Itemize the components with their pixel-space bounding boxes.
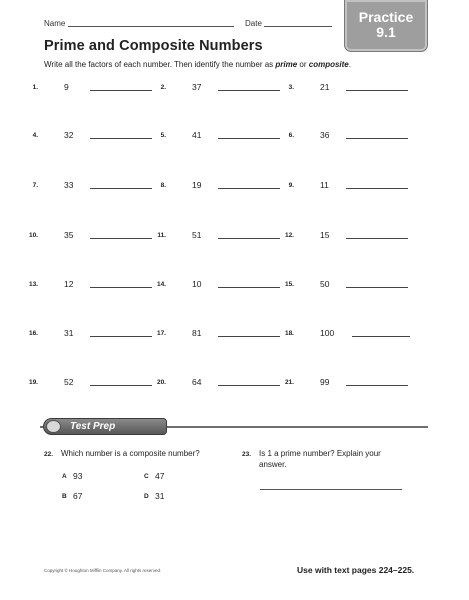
answer-line[interactable]: [218, 287, 280, 288]
problem-value: 10: [192, 279, 202, 289]
problem-value: 99: [320, 377, 330, 387]
problem-value: 15: [320, 230, 330, 240]
problem-number: 3.: [288, 84, 294, 91]
problem-number: 5.: [160, 132, 166, 139]
problem-value: 11: [320, 180, 329, 190]
problem-value: 81: [192, 328, 202, 338]
instructions-period: .: [348, 60, 351, 69]
instructions-or: or: [297, 60, 309, 69]
problem-number: 12.: [284, 232, 294, 239]
problem-value: 19: [192, 180, 202, 190]
problem-number: 13.: [28, 281, 38, 288]
answer-line[interactable]: [90, 90, 152, 91]
problem-value: 100: [320, 328, 335, 338]
problem-number: 19.: [28, 379, 38, 386]
answer-line[interactable]: [346, 90, 408, 91]
question-22-text: Which number is a composite number?: [61, 449, 200, 458]
problem-value: 21: [320, 82, 330, 92]
test-prep-label: Test Prep: [70, 421, 116, 432]
answer-line[interactable]: [346, 188, 408, 189]
question-23-answer-line[interactable]: [260, 489, 402, 490]
choice-c-value[interactable]: 47: [155, 471, 165, 481]
problem-value: 64: [192, 377, 202, 387]
problem-value: 41: [192, 130, 202, 140]
answer-line[interactable]: [346, 138, 408, 139]
answer-line[interactable]: [90, 188, 152, 189]
problem-number: 8.: [160, 182, 166, 189]
answer-line[interactable]: [90, 238, 152, 239]
problem-number: 15.: [284, 281, 294, 288]
pencil-icon: [46, 420, 61, 433]
problem-number: 21.: [284, 379, 294, 386]
answer-line[interactable]: [346, 287, 408, 288]
copyright: Copyright © Houghton Mifflin Company. All rights reserved.: [44, 568, 162, 573]
problem-value: 33: [64, 180, 74, 190]
problem-number: 7.: [32, 182, 38, 189]
problem-value: 35: [64, 230, 74, 240]
problem-value: 37: [192, 82, 202, 92]
choice-a-letter: A: [62, 473, 67, 480]
problem-value: 12: [64, 279, 74, 289]
problem-number: 20.: [156, 379, 166, 386]
answer-line[interactable]: [346, 385, 408, 386]
page-title: Prime and Composite Numbers: [44, 38, 263, 54]
problem-value: 36: [320, 130, 330, 140]
answer-line[interactable]: [218, 90, 280, 91]
practice-label: Practice: [358, 9, 414, 25]
question-23-number: 23.: [242, 451, 252, 458]
instructions-prime: prime: [275, 60, 298, 69]
problem-value: 31: [64, 328, 74, 338]
name-label: Name: [44, 19, 66, 28]
problem-number: 6.: [288, 132, 294, 139]
choice-b-value[interactable]: 67: [73, 491, 83, 501]
instructions: [44, 60, 424, 69]
problem-number: 11.: [157, 232, 166, 239]
choice-d-letter: D: [144, 493, 149, 500]
problem-number: 4.: [32, 132, 38, 139]
question-23-line2: answer.: [259, 460, 287, 469]
choice-a-value[interactable]: 93: [73, 471, 83, 481]
practice-number: 9.1: [376, 24, 396, 40]
answer-line[interactable]: [352, 336, 410, 337]
answer-line[interactable]: [218, 336, 280, 337]
problem-value: 9: [64, 82, 69, 92]
date-field[interactable]: [264, 26, 332, 27]
date-label: Date: [245, 19, 262, 28]
problem-value: 51: [192, 230, 202, 240]
choice-d-value[interactable]: 31: [155, 491, 165, 501]
instructions-composite: composite: [308, 60, 349, 69]
practice-badge: [344, 0, 428, 52]
question-22-number: 22.: [44, 451, 54, 458]
name-field[interactable]: [68, 26, 234, 27]
problem-value: 52: [64, 377, 74, 387]
answer-line[interactable]: [346, 238, 408, 239]
problem-number: 18.: [284, 330, 294, 337]
question-23-line1: Is 1 a prime number? Explain your: [259, 449, 381, 458]
answer-line[interactable]: [90, 138, 152, 139]
problem-number: 14.: [156, 281, 166, 288]
answer-line[interactable]: [218, 188, 280, 189]
problem-number: 1.: [32, 84, 38, 91]
problem-number: 2.: [160, 84, 166, 91]
problem-number: 17.: [156, 330, 166, 337]
instructions-text: Write all the factors of each number. Then identify the number as: [44, 60, 276, 69]
answer-line[interactable]: [90, 385, 152, 386]
problem-value: 50: [320, 279, 330, 289]
answer-line[interactable]: [218, 385, 280, 386]
choice-c-letter: C: [144, 473, 149, 480]
text-pages-reference: Use with text pages 224–225.: [297, 565, 415, 575]
problem-number: 9.: [288, 182, 294, 189]
answer-line[interactable]: [90, 287, 152, 288]
answer-line[interactable]: [218, 138, 280, 139]
problem-value: 32: [64, 130, 74, 140]
answer-line[interactable]: [218, 238, 280, 239]
problem-number: 10.: [28, 232, 38, 239]
choice-b-letter: B: [62, 493, 67, 500]
answer-line[interactable]: [90, 336, 152, 337]
problem-number: 16.: [28, 330, 38, 337]
